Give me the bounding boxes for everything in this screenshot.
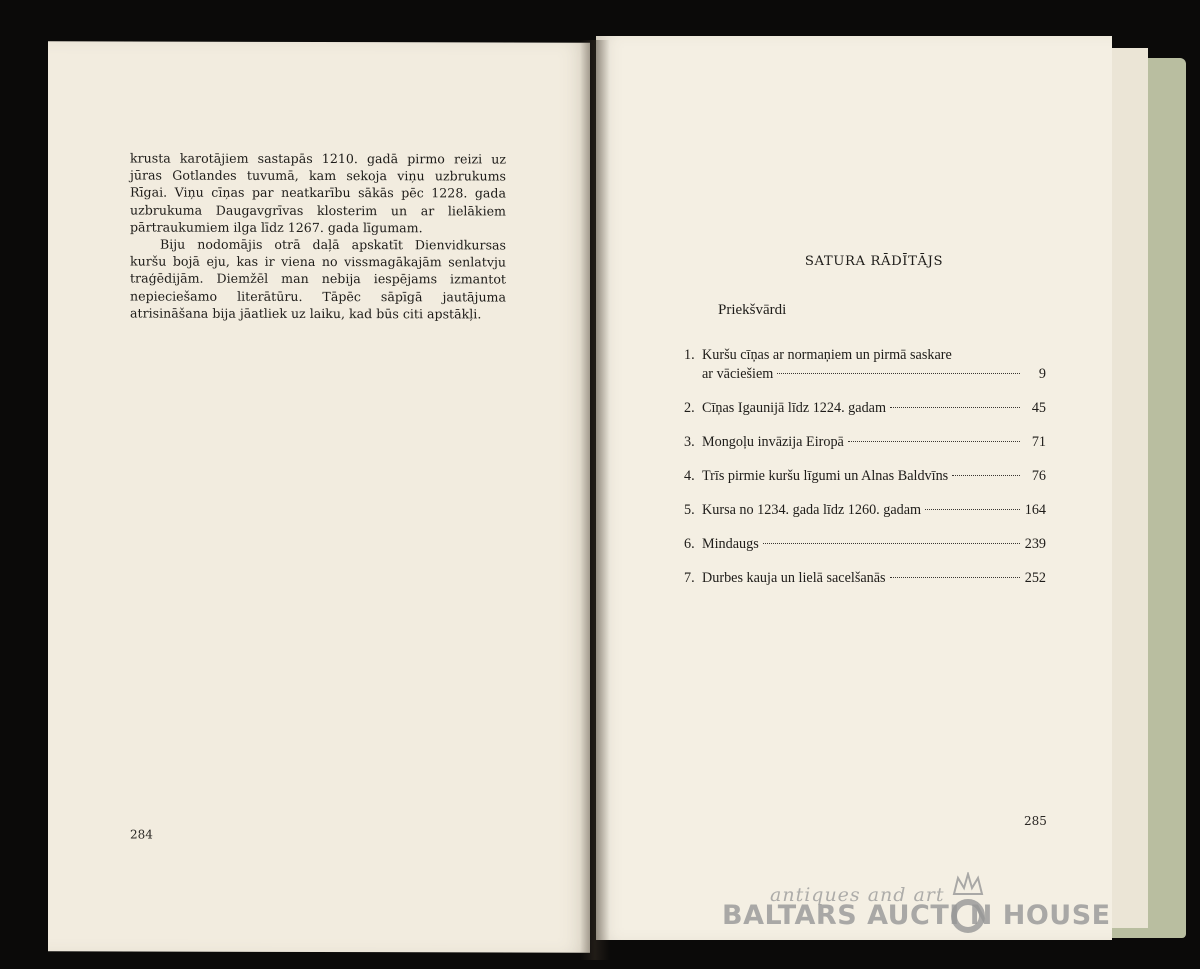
toc-entry-number: 7. bbox=[684, 570, 695, 586]
toc-entry-number: 4. bbox=[684, 468, 695, 484]
toc-entry bbox=[684, 467, 1046, 486]
toc-leader-dots bbox=[763, 543, 1020, 544]
toc-entry-number: 2. bbox=[684, 400, 695, 416]
toc-entry bbox=[684, 569, 1046, 588]
toc-title: SATURA RĀDĪTĀJS bbox=[804, 254, 944, 269]
toc-entry-number: 1. bbox=[684, 347, 695, 363]
toc-entry-title: Mindaugs bbox=[702, 536, 759, 552]
toc-leader-dots bbox=[848, 441, 1020, 442]
toc-entry-page: 239 bbox=[1024, 536, 1046, 552]
toc-entry-page: 71 bbox=[1031, 434, 1046, 450]
paragraph-2: Biju nodomājis otrā daļā apskatīt Dienvidkursas kuršu bojā eju, kas ir viena no vissmagākajām senlatvju traģēdijām. Diemžēl man nebija iespējams izmantot nepieciešamo literātūru. Tāpēc sāpīgā jautājuma atrisināšana bija jāatliek uz laiku, kad būs citi apstākļi. bbox=[130, 236, 506, 322]
toc-entry-page: 45 bbox=[1031, 400, 1046, 416]
toc-entry-number: 3. bbox=[684, 434, 695, 450]
page-number-left: 284 bbox=[130, 827, 153, 842]
toc-entry-title: Kursa no 1234. gada līdz 1260. gadam bbox=[702, 502, 922, 518]
toc-entry-title: Durbes kauja un lielā sacelšanās bbox=[702, 570, 886, 586]
toc-entry-title: Trīs pirmie kuršu līgumi un Alnas Baldvīns bbox=[702, 468, 949, 484]
watermark-brand: BALTARS AUCTI N HOUSE bbox=[722, 900, 1111, 931]
toc-leader-dots bbox=[925, 509, 1020, 510]
right-page bbox=[596, 36, 1112, 940]
left-page bbox=[48, 41, 590, 952]
toc-entry-page: 9 bbox=[1038, 366, 1046, 382]
toc-entry bbox=[684, 535, 1046, 554]
table-of-contents bbox=[684, 346, 1046, 603]
crown-icon bbox=[948, 872, 988, 938]
toc-entry-title: Kuršu cīņas ar normaņiem un pirmā saskare bbox=[702, 347, 952, 363]
toc-entry bbox=[684, 399, 1046, 418]
watermark-tagline: antiques and art bbox=[770, 884, 945, 906]
toc-entry-number: 6. bbox=[684, 536, 695, 552]
toc-entry-title: Cīņas Igaunijā līdz 1224. gadam bbox=[702, 400, 887, 416]
toc-entry-number: 5. bbox=[684, 502, 695, 518]
toc-leader-dots bbox=[890, 407, 1020, 408]
toc-entry bbox=[684, 501, 1046, 520]
toc-leader-dots bbox=[777, 373, 1020, 374]
book-spine bbox=[580, 40, 610, 960]
toc-leader-dots bbox=[952, 475, 1020, 476]
toc-entry bbox=[684, 433, 1046, 452]
toc-entry-title: Mongoļu invāzija Eiropā bbox=[702, 434, 844, 450]
toc-leader-dots bbox=[890, 577, 1020, 578]
toc-entry-page: 252 bbox=[1024, 570, 1046, 586]
toc-preface: Priekšvārdi bbox=[718, 302, 787, 318]
toc-entry bbox=[684, 346, 1046, 384]
left-page-text bbox=[130, 150, 506, 323]
paragraph-1: krusta karotājiem sastapās 1210. gadā pirmo reizi uz jūras Gotlandes tuvumā, kam sekoja viņu uzbrukums Rīgai. Viņu cīņas par neatkarību sākās pēc 1228. gada uzbrukuma Daugavgrīvas klosterim un ar lielākiem pārtraukumiem ilga līdz 1267. gada līgumam. bbox=[130, 150, 506, 236]
toc-entry-title-cont: ar vāciešiem bbox=[702, 366, 774, 382]
toc-entry-page: 76 bbox=[1031, 468, 1046, 484]
toc-entry-page: 164 bbox=[1024, 502, 1046, 518]
page-number-right: 285 bbox=[1024, 814, 1047, 828]
